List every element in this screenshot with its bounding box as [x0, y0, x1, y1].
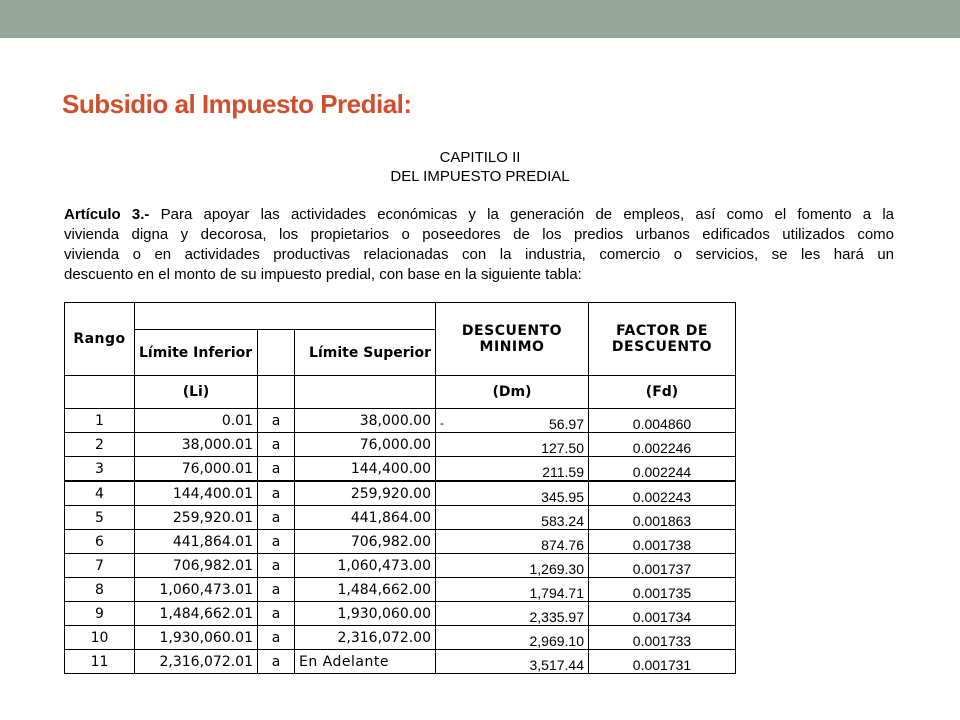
limite-inferior-cell: 38,000.01: [135, 433, 258, 457]
limite-superior-cell: En Adelante: [295, 650, 436, 674]
factor-descuento-cell: 0.001737: [589, 554, 736, 578]
descuento-minimo-cell: 874.76: [436, 530, 589, 554]
discount-table-container: [64, 302, 735, 683]
header-row: [65, 303, 736, 330]
header-minimo-line: MINIMO: [479, 339, 545, 355]
separator-cell: a: [258, 506, 295, 530]
separator-cell: a: [258, 650, 295, 674]
limite-superior-cell: 76,000.00: [295, 433, 436, 457]
limite-superior-cell: 38,000.00: [295, 409, 436, 433]
article-line: descuento en el monto de su impuesto predial, con base en la siguiente tabla:: [64, 266, 582, 283]
chapter-heading: [290, 148, 670, 186]
factor-descuento-cell: 0.004860: [589, 409, 736, 433]
factor-descuento-cell: 0.002244: [589, 457, 736, 482]
table-row: [65, 554, 736, 578]
header-descuento-minimo: [436, 303, 589, 376]
header-blank: [295, 376, 436, 409]
factor-descuento-cell: 0.002243: [589, 481, 736, 506]
table-row: [65, 481, 736, 506]
limite-superior-cell: 706,982.00: [295, 530, 436, 554]
table-row: [65, 457, 736, 482]
rango-cell: 1: [65, 409, 135, 433]
factor-descuento-cell: 0.001733: [589, 626, 736, 650]
descuento-minimo-cell: 3,517.44: [436, 650, 589, 674]
rango-cell: 10: [65, 626, 135, 650]
descuento-minimo-cell: 2,335.97: [436, 602, 589, 626]
chapter-title: DEL IMPUESTO PREDIAL: [390, 168, 570, 185]
header-factor-descuento: [589, 303, 736, 376]
rango-cell: 6: [65, 530, 135, 554]
article-paragraph: [64, 205, 894, 285]
table-row: [65, 626, 736, 650]
factor-descuento-cell: 0.002246: [589, 433, 736, 457]
factor-descuento-cell: 0.001863: [589, 506, 736, 530]
descuento-minimo-cell: [436, 409, 589, 433]
header-blank: [135, 303, 436, 330]
table-row: [65, 506, 736, 530]
factor-descuento-cell: 0.001738: [589, 530, 736, 554]
table-row: [65, 578, 736, 602]
separator-cell: a: [258, 409, 295, 433]
header-limite-superior: Límite Superior: [295, 330, 436, 376]
table-row: [65, 650, 736, 674]
table-body: [65, 409, 736, 674]
table-row: [65, 409, 736, 433]
header-fd: (Fd): [589, 376, 736, 409]
rango-cell: 2: [65, 433, 135, 457]
rango-cell: 5: [65, 506, 135, 530]
factor-descuento-cell: 0.001735: [589, 578, 736, 602]
table-row: [65, 530, 736, 554]
table-row: [65, 602, 736, 626]
top-accent-bar: [0, 0, 960, 38]
limite-inferior-cell: 2,316,072.01: [135, 650, 258, 674]
header-factor-line: FACTOR DE: [616, 323, 708, 339]
separator-cell: a: [258, 554, 295, 578]
limite-superior-cell: 1,484,662.00: [295, 578, 436, 602]
limite-inferior-cell: 1,930,060.01: [135, 626, 258, 650]
slide-title: Subsidio al Impuesto Predial:: [62, 89, 412, 119]
rango-cell: 11: [65, 650, 135, 674]
descuento-minimo-cell: 1,269.30: [436, 554, 589, 578]
dash-mark: -: [440, 416, 444, 430]
limite-superior-cell: 1,060,473.00: [295, 554, 436, 578]
limite-inferior-cell: 259,920.01: [135, 506, 258, 530]
factor-descuento-cell: 0.001731: [589, 650, 736, 674]
descuento-minimo-cell: 1,794.71: [436, 578, 589, 602]
header-row: [65, 376, 736, 409]
limite-inferior-cell: 0.01: [135, 409, 258, 433]
header-limite-inferior: Límite Inferior: [135, 330, 258, 376]
header-descuento2-line: DESCUENTO: [611, 339, 713, 355]
article-label: Artículo 3.-: [64, 206, 150, 223]
descuento-minimo-value: 56.97: [548, 416, 584, 432]
descuento-minimo-cell: 127.50: [436, 433, 589, 457]
limite-inferior-cell: 706,982.01: [135, 554, 258, 578]
limite-superior-cell: 144,400.00: [295, 457, 436, 482]
limite-inferior-cell: 441,864.01: [135, 530, 258, 554]
factor-descuento-cell: 0.001734: [589, 602, 736, 626]
descuento-minimo-cell: 2,969.10: [436, 626, 589, 650]
separator-cell: a: [258, 530, 295, 554]
table-row: [65, 433, 736, 457]
header-rango: Rango: [65, 303, 135, 376]
rango-cell: 9: [65, 602, 135, 626]
separator-cell: a: [258, 578, 295, 602]
chapter-number: CAPITILO II: [439, 149, 521, 166]
separator-cell: a: [258, 457, 295, 482]
article-text: Para apoyar las actividades económicas y la generación de empleos, así como el fomento a la: [160, 206, 894, 223]
limite-superior-cell: 259,920.00: [295, 481, 436, 506]
article-line: vivienda digna y decorosa, los propietarios o poseedores de los predios urbanos edificados utilizados como: [64, 226, 894, 243]
limite-inferior-cell: 1,484,662.01: [135, 602, 258, 626]
header-dm: (Dm): [436, 376, 589, 409]
descuento-minimo-cell: 583.24: [436, 506, 589, 530]
article-line: vivienda o en actividades productivas relacionadas con la industria, comercio o servicios, se les hará un: [64, 246, 894, 263]
header-blank: [258, 376, 295, 409]
article-line: [64, 205, 894, 225]
header-descuento-line: DESCUENTO: [461, 323, 563, 339]
limite-superior-cell: 2,316,072.00: [295, 626, 436, 650]
rango-cell: 4: [65, 481, 135, 506]
header-li: (Li): [135, 376, 258, 409]
limite-superior-cell: 441,864.00: [295, 506, 436, 530]
limite-inferior-cell: 76,000.01: [135, 457, 258, 482]
discount-table: [64, 302, 736, 674]
separator-cell: a: [258, 626, 295, 650]
descuento-minimo-cell: 211.59: [436, 457, 589, 482]
header-blank: [65, 376, 135, 409]
separator-cell: a: [258, 481, 295, 506]
limite-superior-cell: 1,930,060.00: [295, 602, 436, 626]
rango-cell: 8: [65, 578, 135, 602]
separator-cell: a: [258, 602, 295, 626]
separator-cell: a: [258, 433, 295, 457]
header-blank: [258, 330, 295, 376]
limite-inferior-cell: 1,060,473.01: [135, 578, 258, 602]
rango-cell: 7: [65, 554, 135, 578]
descuento-minimo-cell: 345.95: [436, 481, 589, 506]
limite-inferior-cell: 144,400.01: [135, 481, 258, 506]
rango-cell: 3: [65, 457, 135, 482]
